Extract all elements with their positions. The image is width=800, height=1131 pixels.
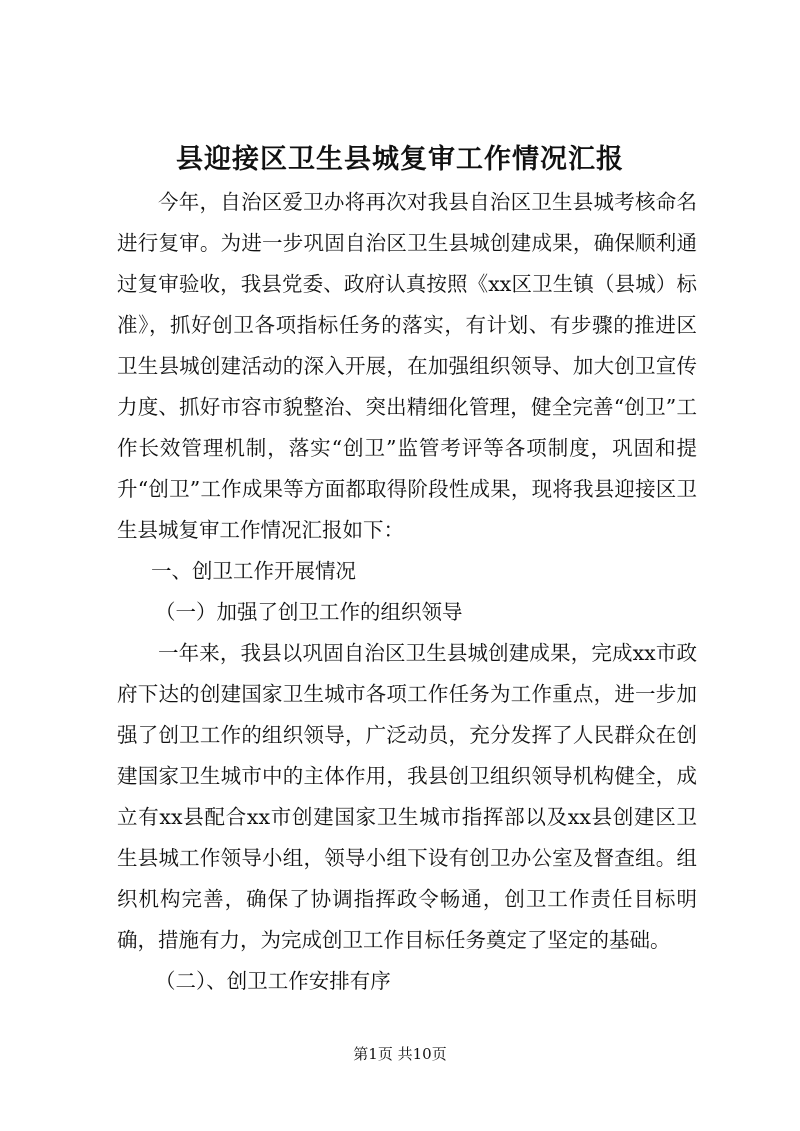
subsection-heading: （一）加强了创卫工作的组织领导: [155, 600, 463, 624]
section-heading: 一、创卫工作开展情况: [151, 559, 356, 583]
body-paragraph: 一年来，我县以巩固自治区卫生县城创建成果，完成xx市政府下达的创建国家卫生城市各项工作任务为工作重点，进一步加强了创卫工作的组织领导，广泛动员，充分发挥了人民群众在创建国家卫生城市中的主体作用，我县创卫组织领导机构健全，成立有xx县配合xx市创建国家卫生城市指挥部以及xx县创建区卫生县城工作领导小组，领导小组下设有创卫办公室及督查组。组织机构完善，确保了协调指挥政令畅通，创卫工作责任目标明确，措施有力，为完成创卫工作目标任务奠定了坚定的基础。: [117, 641, 697, 952]
page-number: 第1页 共10页: [353, 1045, 447, 1063]
subsection-heading: （二）、创卫工作安排有序: [155, 969, 391, 993]
document-title: 县迎接区卫生县城复审工作情况汇报: [176, 144, 624, 175]
intro-paragraph: 今年，自治区爱卫办将再次对我县自治区卫生县城考核命名进行复审。为进一步巩固自治区卫生县城创建成果，确保顺利通过复审验收，我县党委、政府认真按照《xx区卫生镇（县城）标准》，抓好创卫各项指标任务的落实，有计划、有步骤的推进区卫生县城创建活动的深入开展，在加强组织领导、加大创卫宣传力度、抓好市容市貌整治、突出精细化管理，健全完善“创卫”工作长效管理机制，落实“创卫”监管考评等各项制度，巩固和提升“创卫”工作成果等方面都取得阶段性成果，现将我县迎接区卫生县城复审工作情况汇报如下：: [117, 190, 697, 542]
document-body: [117, 182, 697, 1002]
